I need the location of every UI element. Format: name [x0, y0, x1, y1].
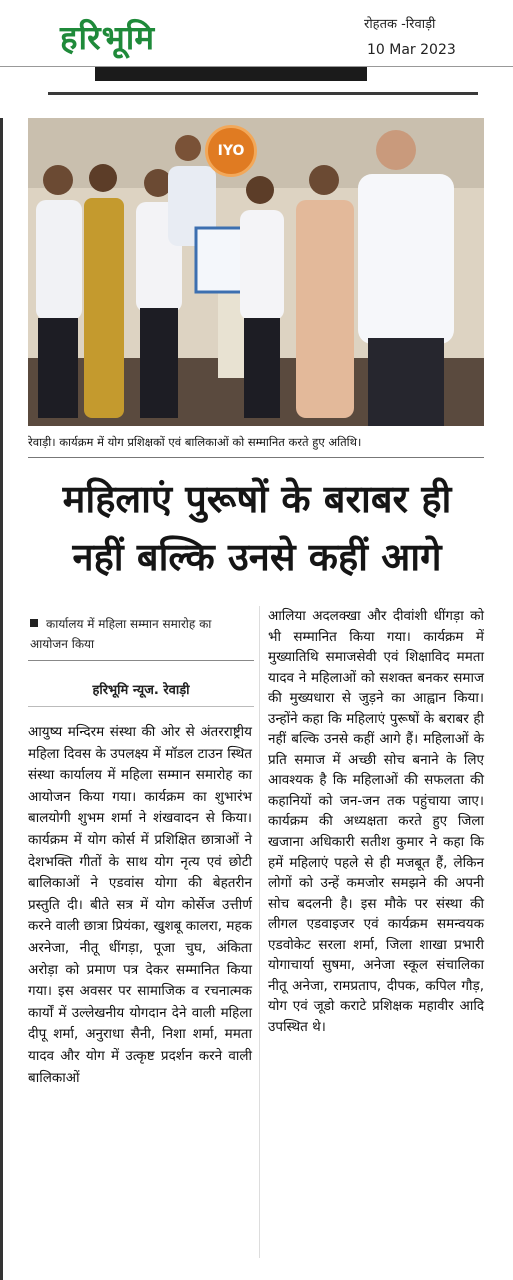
body-column-right: आलिया अदलक्खा और दीवांशी धींगड़ा को भी सम्मानित किया गया। कार्यक्रम में मुख्यातिथि समाजसेवी एवं शिक्षाविद ममता यादव ने महिलाओं को सशक्त बनकर समाज की मुख्यधारा से जुड़ने का आह्वान किया। उन्होंने कहा कि महिलाएं पुरूषों के बराबर ही नहीं बल्कि उनसे कहीं आगे हैं। महिलाओं के प्रति समाज में अच्छी सोच बनाने के लिए आवश्यक है कि महिलाओं की सफलता की कहानियों को जन-जन तक पहुंचाया जाए। कार्यक्रम की अध्यक्षता करते हुए जिला खजाना अधिकारी सतीश कुमार ने कहा कि हमें महिलाएं पहले से ही मजबूत हैं, लेकिन लोगों को उन्हें कमजोर समझने की अपनी सोच बदलनी है। इस मौके पर संस्था की लीगल एडवाइजर एवं कार्यक्रम समन्वयक एडवोकेट सरला शर्मा, जिला शाखा प्रभारी योगाचार्या सुषमा, अनेजा स्कूल संचालिका नीतू अनेजा, रामप्रताप, दीपक, कपिल गौड़, योग एवं जूडो कराटे प्रशिक्षक महावीर आदि उपस्थित थे। — [268, 608, 484, 1035]
page-border-left — [0, 118, 3, 1280]
subheadline-text: कार्यालय में महिला सम्मान समारोह का आयोजन किया — [30, 617, 212, 651]
masthead — [0, 0, 513, 66]
photo-caption: रेवाड़ी। कार्यक्रम में योग प्रशिक्षकों एवं बालिकाओं को सम्मानित करते हुए अतिथि। — [28, 435, 362, 449]
byline: हरिभूमि न्यूज. रेवाड़ी — [92, 683, 190, 698]
edition-label: रोहतक -रिवाड़ी — [364, 17, 436, 32]
headline — [22, 470, 492, 586]
subheadline — [30, 614, 252, 654]
bullet-square-icon — [30, 619, 38, 627]
group-photo-illustration — [28, 118, 484, 426]
iyo-logo-badge: IYO — [205, 125, 257, 177]
newspaper-logo: हरिभूमि — [60, 18, 156, 57]
caption-rule — [28, 457, 484, 458]
article-photo — [28, 118, 484, 426]
subhead-rule — [28, 660, 254, 661]
article-top-rule — [48, 92, 478, 95]
body-column-left: आयुष्य मन्दिरम संस्था की ओर से अंतरराष्ट्रीय महिला दिवस के उपलक्ष्य में मॉडल टाउन स्थित संस्था कार्यालय में महिला सम्मान समारोह का आयोजन किया गया। कार्यक्रम का शुभारंभ बालयोगी शुभम शर्मा ने शंखवादन से किया। कार्यक्रम में योग कोर्स में प्रशिक्षित छात्राओं ने देशभक्ति गीतों के साथ योग नृत्य एवं छोटी बालिकाओं ने एडवांस योगा की बेहतरीन प्रस्तुति दी। बीते सत्र में योग कोर्सेज उत्तीर्ण करने वाली छात्रा प्रियंका, खुशबू कालरा, महक अरनेजा, नीतू धींगड़ा, पूजा चुघ, अंकिता अरोड़ा को प्रमाण पत्र देकर सम्मानित किया गया। इस अवसर पर सामाजिक व रचनात्मक कार्यों में उल्लेखनीय योगदान देने वाली महिला दीपू शर्मा, अनुराधा सैनी, निशा शर्मा, ममता यादव और योग में उत्कृष्ट प्रदर्शन करने वाली बालिकाओं — [28, 724, 252, 1086]
headline-line-2: नहीं बल्कि उनसे कहीं आगे — [72, 535, 442, 579]
byline-rule — [28, 706, 254, 707]
headline-line-1: महिलाएं पुरूषों के बराबर ही — [62, 477, 452, 521]
previous-article-strip — [95, 67, 367, 81]
column-divider — [259, 606, 260, 1258]
publication-date: 10 Mar 2023 — [367, 42, 456, 58]
